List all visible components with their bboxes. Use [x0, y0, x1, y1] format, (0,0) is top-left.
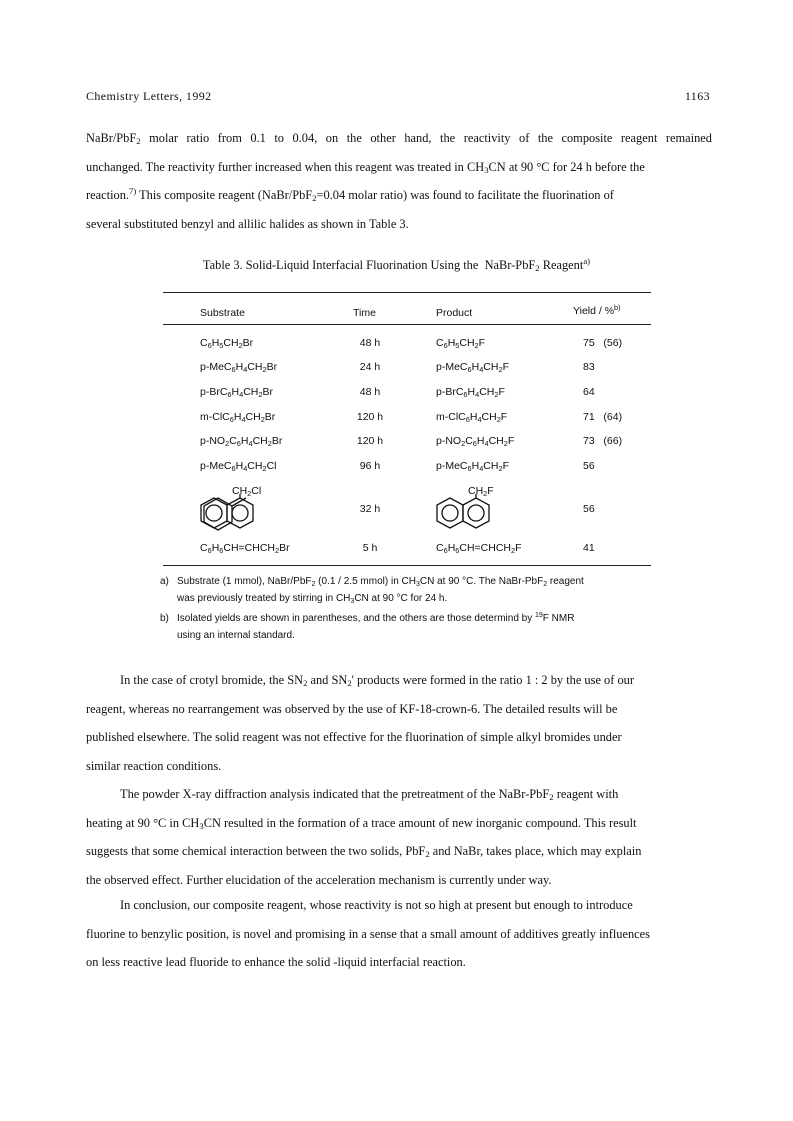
caption-footnote-mark: a) [583, 256, 591, 267]
col-header-time: Time [353, 307, 376, 319]
naphthalene-substrate-rings [196, 494, 258, 532]
text-line: In the case of crotyl bromide, the $SN_2$ and $SN_2'$ products were formed in the ratio 1 : 2 by the use of our [120, 673, 634, 689]
cell-time: 48 h [359, 337, 381, 349]
cell-time: 120 h [356, 411, 384, 423]
text-line: published elsewhere. The solid reagent was not effective for the fluorination of simple alkyl bromides under [86, 730, 622, 744]
cell-product: $p-BrC_6H_4CH_2F$ [436, 386, 505, 399]
text-line: reaction.$^{7)}$ This composite reagent (NaBr/PbF$_2$=0.04 molar ratio) was found to facilitate the fluorination of [86, 186, 614, 204]
cell-product: $CH_2F$ [468, 485, 494, 498]
cell-time: 48 h [359, 386, 381, 398]
caption-reagent: NaBr-PbF$_2$ Reagent [484, 258, 584, 274]
table-bottom-rule [163, 565, 651, 566]
cell-time: 120 h [356, 435, 384, 447]
cell-substrate: $p-BrC_6H_4CH_2Br$ [200, 386, 273, 399]
cell-substrate: $m-ClC_6H_4CH_2Br$ [200, 411, 276, 424]
running-head-journal: Chemistry Letters, 1992 [86, 89, 212, 103]
cell-product: $m-ClC_6H_4CH_2F$ [436, 411, 508, 424]
cell-substrate: $CH_2Cl$ [232, 485, 262, 498]
cell-yield: 71 (64) [583, 411, 623, 423]
cell-yield: 75 (56) [583, 337, 623, 349]
text-line: unchanged. The reactivity further increased when this reagent was treated in $CH_3CN$ at 90 °C for 24 h before the [86, 159, 645, 175]
col-header-product: Product [436, 307, 473, 319]
page-number: 1163 [684, 89, 710, 103]
cell-yield: 41 [583, 542, 595, 554]
cell-substrate: $C_6H_5CH_2Br$ [200, 337, 254, 350]
col-header-yield: Yield / %$^{b)}$ [573, 302, 621, 317]
footnote-text: using an internal standard. [177, 630, 295, 641]
table-caption: Table 3. Solid-Liquid Interfacial Fluorination Using the NaBr-PbF$_2$ Reagent$^{a)}$ [202, 256, 591, 274]
footnote-label: a) [160, 576, 169, 587]
cell-yield: 83 [583, 361, 595, 373]
text-line: reagent, whereas no rearrangement was observed by the use of KF-18-crown-6. The detailed results will be [86, 701, 618, 716]
cell-yield: 64 [583, 386, 595, 398]
cell-time: 32 h [359, 503, 381, 515]
cell-time: 24 h [359, 361, 381, 373]
cell-yield: 56 [583, 460, 595, 472]
footnote-text: Substrate (1 mmol), NaBr/PbF$_2$ (0.1 / 2.5 mmol) in $CH_3CN$ at 90 °C. The NaBr-PbF$_2$ reagent [177, 576, 584, 588]
text-line: suggests that some chemical interaction between the two solids, PbF$_2$ and NaBr, takes place, which may explain [86, 844, 642, 860]
text-line: similar reaction conditions. [86, 758, 222, 773]
cell-product: $C_6H_5CH_2F$ [436, 337, 486, 350]
cell-substrate: $p-MeC_6H_4CH_2Cl$ [200, 460, 277, 473]
cell-product: $p-MeC_6H_4CH_2F$ [436, 460, 509, 473]
footnote-text: was previously treated by stirring in $CH_3CN$ at 90 °C for 24 h. [177, 593, 448, 605]
text-line: on less reactive lead fluoride to enhance the solid -liquid interfacial reaction. [86, 955, 466, 969]
cell-substrate: $C_6H_6CH=CHCH_2Br$ [200, 542, 290, 555]
cell-time: 5 h [362, 542, 378, 554]
cell-product: $p-NO_2C_6H_4CH_2F$ [436, 435, 515, 448]
naphthalene-product-rings [432, 494, 494, 532]
text-line: the observed effect. Further elucidation of the acceleration mechanism is currently under way. [86, 872, 552, 887]
paragraph-2 [86, 666, 712, 780]
paragraph-3 [86, 780, 712, 894]
footnote-text: Isolated yields are shown in parentheses, and the others are those determind by $^{19}$F NMR [177, 612, 575, 624]
paragraph-1 [86, 124, 712, 238]
text-line: fluorine to benzylic position, is novel and promising in a sense that a small amount of additives greatly influences [86, 926, 650, 941]
cell-substrate: $p-MeC_6H_4CH_2Br$ [200, 361, 278, 374]
table-top-rule [163, 292, 651, 293]
paragraph-4 [86, 891, 712, 977]
cell-product: $C_6H_6CH=CHCH_2F$ [436, 542, 522, 555]
text-line: several substituted benzyl and allilic halides as shown in Table 3. [86, 216, 409, 231]
cell-time: 96 h [359, 460, 381, 472]
table-header-rule [163, 324, 651, 325]
cell-yield: 56 [583, 503, 595, 515]
cell-yield: 73 (66) [583, 435, 623, 447]
text-line: The powder X-ray diffraction analysis indicated that the pretreatment of the NaBr-PbF$_2$ reagent with [120, 787, 619, 803]
cell-substrate: $p-NO_2C_6H_4CH_2Br$ [200, 435, 283, 448]
cell-product: $p-MeC_6H_4CH_2F$ [436, 361, 509, 374]
text-line: NaBr/PbF$_2$ molar ratio from 0.1 to 0.04, on the other hand, the reactivity of the composite reagent remained [86, 131, 712, 147]
text-line: In conclusion, our composite reagent, whose reactivity is not so high at present but enough to introduce [120, 898, 633, 912]
text-line: heating at 90 °C in $CH_3CN$ resulted in the formation of a trace amount of new inorganic compound. This result [86, 815, 637, 831]
col-header-substrate: Substrate [200, 307, 245, 319]
footnote-label: b) [160, 613, 169, 624]
